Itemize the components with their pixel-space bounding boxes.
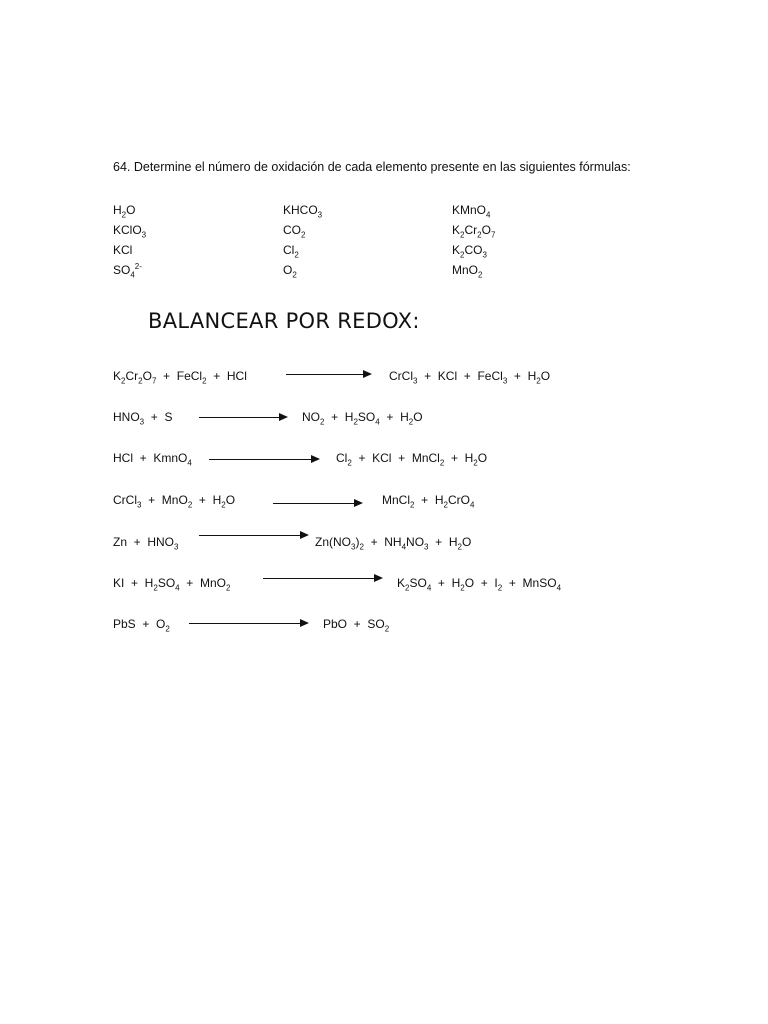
reactants: $Zn + HNO_3$ [113,535,179,552]
reaction-arrow-icon [189,623,307,624]
reactants: CrCl$_3$ + $MnO_2 + H_2O$ [113,493,236,510]
formula: MnO$_2$ [452,263,483,280]
reaction-arrow-icon [273,503,361,504]
products: $NO_2 + H_2SO_4 + H_2O$ [302,410,423,427]
reaction-arrow-icon [199,535,307,536]
reaction-arrow-icon [199,417,286,418]
formula: $KHCO_3$ [283,203,323,220]
products: $Cl_2$ + KCl + MnCl$_2$ + $H_2O$ [336,451,488,468]
reactants: KI + $H_2SO_4 + MnO_2$ [113,576,231,593]
formula: KCl [113,243,133,257]
formula: KMnO$_4$ [452,203,491,220]
reaction-arrow-icon [263,578,381,579]
reaction-arrow-icon [286,374,370,375]
reaction-arrow-icon [209,459,318,460]
products: PbO + $SO_2$ [323,617,390,634]
question-title: 64. Determine el número de oxidación de cada elemento presente en las siguientes fórmulas: [113,160,631,174]
reactants: $K_2Cr_2O_7$ + FeCl$_2$ + HCl [113,369,247,386]
products: CrCl$_3$ + KCl + FeCl$_3$ + $H_2O$ [389,369,551,386]
formula: $Cl_2$ [283,243,299,260]
reactants: PbS + $O_2$ [113,617,170,634]
products: MnCl$_2$ + $H_2CrO_4$ [382,493,475,510]
formula: $O_2$ [283,263,297,280]
formula: $CO_2$ [283,223,306,240]
formula: $K_2CO_3$ [452,243,487,260]
reactants: $HNO_3 + S$ [113,410,173,427]
products: $Zn(NO_3)_2 + NH_4NO_3 + H_2O$ [315,535,472,552]
formula: $K_2Cr_2O_7$ [452,223,496,240]
formula: KClO$_3$ [113,223,147,240]
formula: $H_2O$ [113,203,136,220]
formula: $SO_4^{2-}$ [113,262,142,280]
section-heading: BALANCEAR POR REDOX: [148,309,420,333]
products: $K_2SO_4 + H_2O + I_2$ + MnSO$_4$ [397,576,562,593]
reactants: HCl + KmnO$_4$ [113,451,192,468]
